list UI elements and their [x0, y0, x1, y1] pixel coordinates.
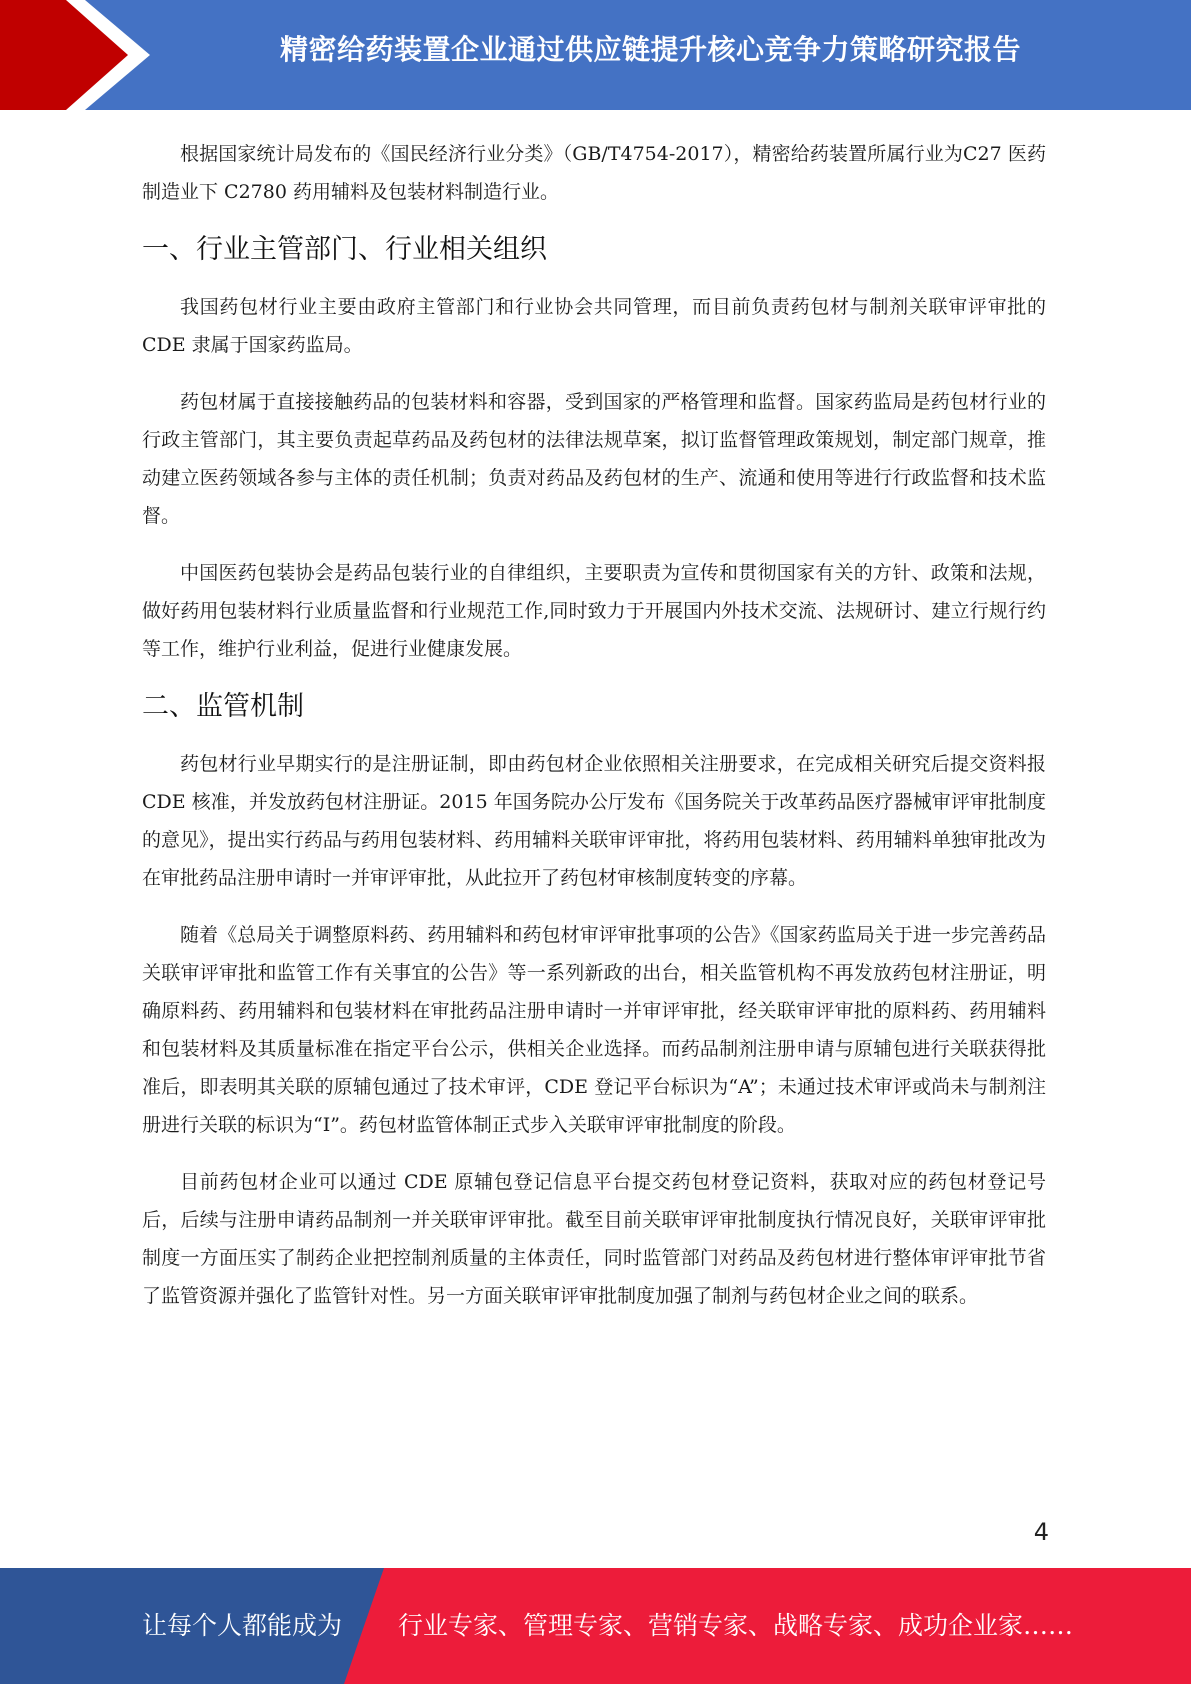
header-arrow-fill [0, 0, 128, 110]
intro-paragraph: 根据国家统计局发布的《国民经济行业分类》（GB/T4754-2017），精密给药装置所属行业为C27 医药制造业下 C2780 药用辅料及包装材料制造行业。 [142, 143, 1046, 203]
header-arrow-icon [0, 0, 170, 110]
section1-paragraph-3: 中国医药包装协会是药品包装行业的自律组织，主要职责为宣传和贯彻国家有关的方针、政策和法规，做好药用包装材料行业质量监督和行业规范工作,同时致力于开展国内外技术交流、法规研讨、建立行规行约等工作，维护行业利益，促进行业健康发展。 [142, 562, 1046, 660]
section2-paragraph-1: 药包材行业早期实行的是注册证制，即由药包材企业依照相关注册要求，在完成相关研究后提交资料报 CDE 核准，并发放药包材注册证。2015 年国务院办公厅发布《国务院关于改革药品医疗器械审评审批制度的意见》，提出实行药品与药用包装材料、药用辅料关联审评审批，将药用包装材料、药用辅料单独审批改为在审批药品注册申请时一并审评审批，从此拉开了药包材审核制度转变的序幕。 [142, 753, 1046, 889]
section1-paragraph-2: 药包材属于直接接触药品的包装材料和容器，受到国家的严格管理和监督。国家药监局是药包材行业的行政主管部门，其主要负责起草药品及药包材的法律法规草案，拟订监督管理政策规划，制定部门规章，推动建立医药领域各参与主体的责任机制；负责对药品及药包材的生产、流通和使用等进行行政监督和技术监督。 [142, 391, 1046, 527]
page-content [142, 135, 1046, 1334]
section-heading-2: 二、监管机制 [142, 691, 304, 722]
section2-paragraph-2: 随着《总局关于调整原料药、药用辅料和药包材审评审批事项的公告》《国家药监局关于进一步完善药品关联审评审批和监管工作有关事宜的公告》等一系列新政的出台，相关监管机构不再发放药包材注册证，明确原料药、药用辅料和包装材料在审批药品注册申请时一并审评审批，经关联审评审批的原料药、药用辅料和包装材料及其质量标准在指定平台公示，供相关企业选择。而药品制剂注册申请与原辅包进行关联获得批准后，即表明其关联的原辅包通过了技术审评，CDE 登记平台标识为“A”；未通过技术审评或尚未与制剂注册进行关联的标识为“I”。药包材监管体制正式步入关联审评审批制度的阶段。 [142, 924, 1046, 1136]
section-heading-1: 一、行业主管部门、行业相关组织 [142, 234, 547, 265]
footer-slogan-right: 行业专家、管理专家、营销专家、战略专家、成功企业家…… [398, 1611, 1074, 1640]
section1-paragraph-1: 我国药包材行业主要由政府主管部门和行业协会共同管理，而目前负责药包材与制剂关联审评审批的 CDE 隶属于国家药监局。 [142, 296, 1046, 356]
report-title: 精密给药装置企业通过供应链提升核心竞争力策略研究报告 [279, 33, 1021, 66]
footer-slogan-left: 让每个人都能成为 [142, 1611, 343, 1640]
page-header [0, 0, 1191, 110]
section2-paragraph-3: 目前药包材企业可以通过 CDE 原辅包登记信息平台提交药包材登记资料，获取对应的药包材登记号后，后续与注册申请药品制剂一并关联审评审批。截至目前关联审评审批制度执行情况良好，关联审评审批制度一方面压实了制药企业把控制剂质量的主体责任，同时监管部门对药品及药包材进行整体审评审批节省了监管资源并强化了监管针对性。另一方面关联审评审批制度加强了制剂与药包材企业之间的联系。 [142, 1171, 1046, 1307]
page-footer [0, 1568, 1191, 1684]
page-number: 4 [1033, 1518, 1049, 1546]
